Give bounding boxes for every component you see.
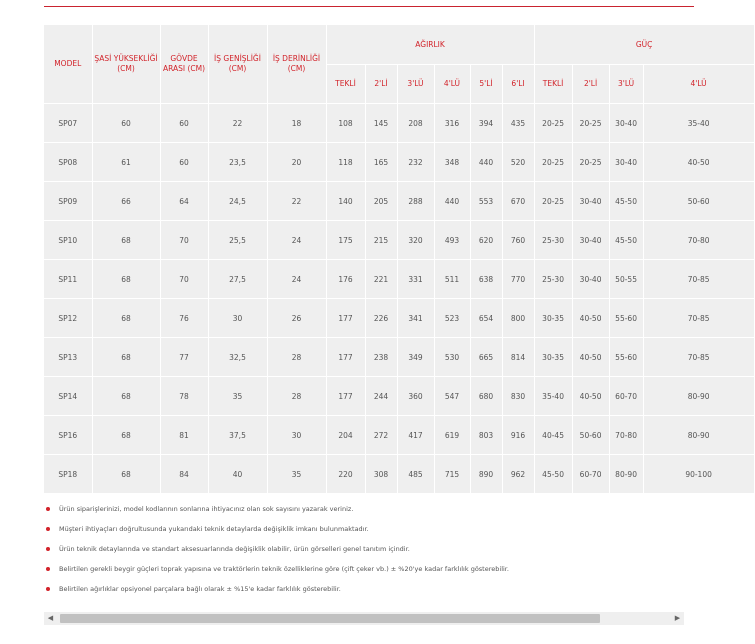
sasi-cell: 68 (92, 299, 160, 338)
model-cell: SP13 (44, 338, 92, 377)
agirlik-cell: 204 (326, 416, 365, 455)
agirlik-cell: 205 (365, 182, 397, 221)
note-text: Belirtilen ağırlıklar opsiyonel parçalara bağlı olarak ± %15'e kadar farklılık gösterebilir. (59, 585, 341, 593)
model-cell: SP16 (44, 416, 92, 455)
agirlik-cell: 619 (434, 416, 470, 455)
model-cell: SP12 (44, 299, 92, 338)
guc-cell: 50-55 (609, 260, 643, 299)
agirlik-cell: 620 (470, 221, 502, 260)
table-row (44, 455, 754, 494)
guc-cell: 40-50 (572, 377, 609, 416)
model-cell: SP08 (44, 143, 92, 182)
sasi-cell: 60 (92, 104, 160, 143)
genislik-cell: 32,5 (208, 338, 267, 377)
agirlik-cell: 220 (326, 455, 365, 494)
agirlik-cell: 800 (502, 299, 534, 338)
agirlik-cell: 177 (326, 299, 365, 338)
govde-cell: 81 (160, 416, 208, 455)
agirlik-cell: 665 (470, 338, 502, 377)
guc-cell: 20-25 (534, 104, 572, 143)
bullet-icon (46, 507, 50, 511)
guc-cell: 30-35 (534, 299, 572, 338)
model-cell: SP11 (44, 260, 92, 299)
agirlik-cell: 814 (502, 338, 534, 377)
genislik-cell: 37,5 (208, 416, 267, 455)
agirlik-cell: 208 (397, 104, 434, 143)
guc-cell: 60-70 (572, 455, 609, 494)
sasi-cell: 68 (92, 377, 160, 416)
agirlik-cell: 511 (434, 260, 470, 299)
horizontal-scrollbar[interactable] (44, 612, 684, 625)
agirlik-cell: 830 (502, 377, 534, 416)
note-text: Belirtilen gerekli beygir güçleri toprak yapısına ve traktörlerin teknik özelliklerine göre (çift çeker vb.) ± %20'ye kadar farklılık gösterebilir. (59, 565, 509, 573)
agirlik-cell: 320 (397, 221, 434, 260)
subheader-agirlik: 5'Lİ (470, 65, 502, 104)
agirlik-cell: 226 (365, 299, 397, 338)
guc-cell: 30-40 (609, 104, 643, 143)
agirlik-cell: 175 (326, 221, 365, 260)
note-item (44, 502, 684, 522)
subheader-agirlik: 3'LÜ (397, 65, 434, 104)
model-cell: SP10 (44, 221, 92, 260)
genislik-cell: 40 (208, 455, 267, 494)
agirlik-cell: 715 (434, 455, 470, 494)
notes-list (44, 502, 684, 602)
guc-cell: 20-25 (572, 104, 609, 143)
guc-cell: 20-25 (572, 143, 609, 182)
derinlik-cell: 24 (267, 260, 326, 299)
sasi-cell: 68 (92, 221, 160, 260)
derinlik-cell: 26 (267, 299, 326, 338)
guc-cell: 90-100 (643, 455, 754, 494)
guc-cell: 80-90 (643, 377, 754, 416)
agirlik-cell: 288 (397, 182, 434, 221)
subheader-guc: TEKLİ (534, 65, 572, 104)
note-item (44, 562, 684, 582)
agirlik-cell: 770 (502, 260, 534, 299)
model-cell: SP09 (44, 182, 92, 221)
top-divider (44, 6, 694, 7)
guc-cell: 30-35 (534, 338, 572, 377)
note-item (44, 582, 684, 602)
guc-cell: 50-60 (643, 182, 754, 221)
table-row (44, 338, 754, 377)
agirlik-cell: 440 (434, 182, 470, 221)
note-item (44, 542, 684, 562)
guc-cell: 60-70 (609, 377, 643, 416)
subheader-guc: 4'LÜ (643, 65, 754, 104)
subheader-guc: 3'LÜ (609, 65, 643, 104)
govde-cell: 84 (160, 455, 208, 494)
subheader-agirlik: 4'LÜ (434, 65, 470, 104)
sasi-cell: 61 (92, 143, 160, 182)
agirlik-cell: 670 (502, 182, 534, 221)
guc-cell: 30-40 (609, 143, 643, 182)
table-row (44, 377, 754, 416)
guc-cell: 40-50 (572, 338, 609, 377)
table-row (44, 260, 754, 299)
agirlik-cell: 394 (470, 104, 502, 143)
agirlik-cell: 760 (502, 221, 534, 260)
agirlik-cell: 215 (365, 221, 397, 260)
genislik-cell: 22 (208, 104, 267, 143)
note-text: Müşteri ihtiyaçları doğrultusunda yukarıdaki teknik detaylarda değişiklik imkanı bulunmaktadır. (59, 525, 369, 533)
agirlik-cell: 118 (326, 143, 365, 182)
agirlik-cell: 140 (326, 182, 365, 221)
derinlik-cell: 28 (267, 338, 326, 377)
guc-cell: 30-40 (572, 221, 609, 260)
agirlik-cell: 244 (365, 377, 397, 416)
derinlik-cell: 18 (267, 104, 326, 143)
derinlik-cell: 22 (267, 182, 326, 221)
table-row (44, 416, 754, 455)
derinlik-cell: 24 (267, 221, 326, 260)
guc-cell: 25-30 (534, 221, 572, 260)
agirlik-cell: 177 (326, 338, 365, 377)
agirlik-cell: 493 (434, 221, 470, 260)
table-row (44, 182, 754, 221)
subheader-agirlik: 2'Lİ (365, 65, 397, 104)
agirlik-cell: 349 (397, 338, 434, 377)
genislik-cell: 30 (208, 299, 267, 338)
agirlik-cell: 485 (397, 455, 434, 494)
agirlik-cell: 221 (365, 260, 397, 299)
col-header-govde: GÖVDE ARASI (CM) (160, 25, 208, 104)
agirlik-cell: 145 (365, 104, 397, 143)
derinlik-cell: 28 (267, 377, 326, 416)
guc-cell: 45-50 (609, 182, 643, 221)
agirlik-cell: 331 (397, 260, 434, 299)
agirlik-cell: 316 (434, 104, 470, 143)
govde-cell: 60 (160, 104, 208, 143)
subheader-agirlik: TEKLİ (326, 65, 365, 104)
guc-cell: 45-50 (534, 455, 572, 494)
guc-cell: 30-40 (572, 182, 609, 221)
agirlik-cell: 435 (502, 104, 534, 143)
govde-cell: 60 (160, 143, 208, 182)
col-header-agirlik: AĞIRLIK (326, 25, 534, 65)
derinlik-cell: 20 (267, 143, 326, 182)
agirlik-cell: 232 (397, 143, 434, 182)
guc-cell: 55-60 (609, 338, 643, 377)
agirlik-cell: 417 (397, 416, 434, 455)
col-header-model: MODEL (44, 25, 92, 104)
agirlik-cell: 108 (326, 104, 365, 143)
agirlik-cell: 176 (326, 260, 365, 299)
model-cell: SP07 (44, 104, 92, 143)
table-row (44, 221, 754, 260)
guc-cell: 30-40 (572, 260, 609, 299)
govde-cell: 77 (160, 338, 208, 377)
guc-cell: 70-85 (643, 338, 754, 377)
guc-cell: 35-40 (534, 377, 572, 416)
guc-cell: 70-85 (643, 299, 754, 338)
agirlik-cell: 962 (502, 455, 534, 494)
genislik-cell: 24,5 (208, 182, 267, 221)
agirlik-cell: 916 (502, 416, 534, 455)
genislik-cell: 23,5 (208, 143, 267, 182)
govde-cell: 76 (160, 299, 208, 338)
agirlik-cell: 680 (470, 377, 502, 416)
agirlik-cell: 654 (470, 299, 502, 338)
genislik-cell: 27,5 (208, 260, 267, 299)
agirlik-cell: 341 (397, 299, 434, 338)
col-header-is-derinligi: İŞ DERİNLİĞİ (CM) (267, 25, 326, 104)
agirlik-cell: 348 (434, 143, 470, 182)
govde-cell: 78 (160, 377, 208, 416)
govde-cell: 70 (160, 221, 208, 260)
spec-table-container[interactable] (44, 25, 712, 491)
sasi-cell: 68 (92, 338, 160, 377)
note-text: Ürün teknik detaylarında ve standart aksesuarlarında değişiklik olabilir, ürün görselleri genel tanıtım içindir. (59, 545, 410, 553)
guc-cell: 20-25 (534, 143, 572, 182)
col-header-sasi: ŞASİ YÜKSEKLİĞİ (CM) (92, 25, 160, 104)
model-cell: SP18 (44, 455, 92, 494)
agirlik-cell: 523 (434, 299, 470, 338)
agirlik-cell: 553 (470, 182, 502, 221)
agirlik-cell: 360 (397, 377, 434, 416)
guc-cell: 45-50 (609, 221, 643, 260)
guc-cell: 55-60 (609, 299, 643, 338)
guc-cell: 70-85 (643, 260, 754, 299)
subheader-guc: 2'Lİ (572, 65, 609, 104)
col-header-guc: GÜÇ (534, 25, 754, 65)
guc-cell: 25-30 (534, 260, 572, 299)
agirlik-cell: 165 (365, 143, 397, 182)
govde-cell: 70 (160, 260, 208, 299)
guc-cell: 35-40 (643, 104, 754, 143)
agirlik-cell: 890 (470, 455, 502, 494)
bullet-icon (46, 527, 50, 531)
agirlik-cell: 547 (434, 377, 470, 416)
table-row (44, 104, 754, 143)
bullet-icon (46, 587, 50, 591)
agirlik-cell: 520 (502, 143, 534, 182)
scroll-right-icon[interactable]: ▶ (674, 614, 681, 622)
table-row (44, 143, 754, 182)
genislik-cell: 35 (208, 377, 267, 416)
guc-cell: 70-80 (609, 416, 643, 455)
note-item (44, 522, 684, 542)
spec-table (44, 25, 755, 494)
genislik-cell: 25,5 (208, 221, 267, 260)
sasi-cell: 68 (92, 455, 160, 494)
guc-cell: 40-50 (572, 299, 609, 338)
guc-cell: 40-50 (643, 143, 754, 182)
table-row (44, 299, 754, 338)
guc-cell: 40-45 (534, 416, 572, 455)
bullet-icon (46, 547, 50, 551)
col-header-is-genisligi: İŞ GENİŞLİĞİ (CM) (208, 25, 267, 104)
govde-cell: 64 (160, 182, 208, 221)
derinlik-cell: 30 (267, 416, 326, 455)
sasi-cell: 68 (92, 260, 160, 299)
model-cell: SP14 (44, 377, 92, 416)
guc-cell: 50-60 (572, 416, 609, 455)
scrollbar-thumb[interactable] (60, 614, 600, 623)
guc-cell: 80-90 (643, 416, 754, 455)
note-text: Ürün siparişlerinizi, model kodlarının sonlarına ihtiyacınız olan sok sayısını yazarak veriniz. (59, 505, 354, 513)
agirlik-cell: 272 (365, 416, 397, 455)
sasi-cell: 68 (92, 416, 160, 455)
guc-cell: 80-90 (609, 455, 643, 494)
subheader-agirlik: 6'LI (502, 65, 534, 104)
scroll-left-icon[interactable]: ◀ (47, 614, 54, 622)
bullet-icon (46, 567, 50, 571)
agirlik-cell: 530 (434, 338, 470, 377)
derinlik-cell: 35 (267, 455, 326, 494)
agirlik-cell: 803 (470, 416, 502, 455)
agirlik-cell: 238 (365, 338, 397, 377)
agirlik-cell: 638 (470, 260, 502, 299)
agirlik-cell: 308 (365, 455, 397, 494)
agirlik-cell: 440 (470, 143, 502, 182)
agirlik-cell: 177 (326, 377, 365, 416)
guc-cell: 70-80 (643, 221, 754, 260)
guc-cell: 20-25 (534, 182, 572, 221)
sasi-cell: 66 (92, 182, 160, 221)
